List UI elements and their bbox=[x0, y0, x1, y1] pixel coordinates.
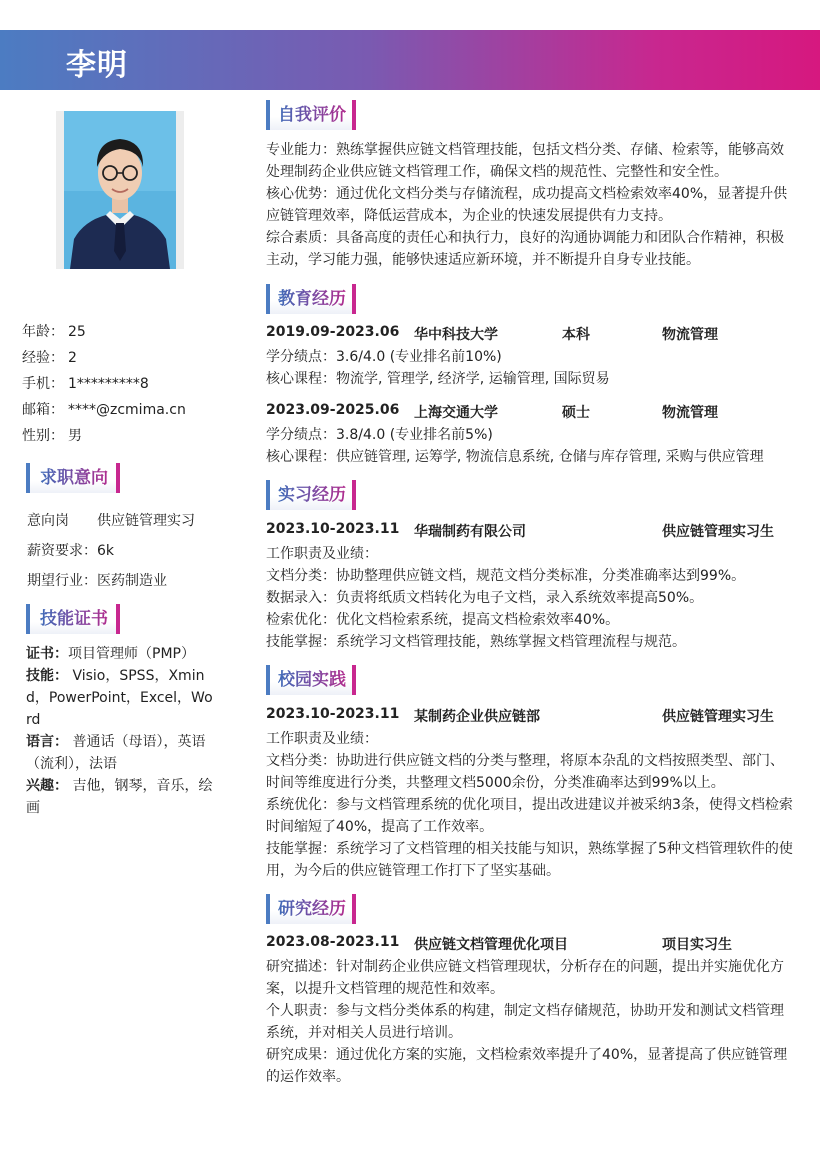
intent-value: 供应链管理实习 bbox=[97, 513, 195, 529]
entry-degree: 硕士 bbox=[562, 405, 590, 421]
info-age bbox=[22, 321, 86, 341]
avatar bbox=[64, 111, 176, 269]
section-title-campus bbox=[266, 665, 356, 695]
skill-value: 项目管理师（PMP） bbox=[68, 646, 195, 662]
internship-body bbox=[266, 543, 796, 653]
section-title-text: 实习经历 bbox=[278, 485, 346, 505]
skill-item bbox=[26, 775, 214, 819]
intent-label: 意向岗 bbox=[27, 513, 69, 529]
skill-label: 证书： bbox=[26, 646, 68, 662]
education-entry-body bbox=[266, 424, 796, 468]
entry-line: 核心课程：物流学, 管理学, 经济学, 运输管理, 国际贸易 bbox=[266, 371, 610, 387]
info-email bbox=[22, 399, 186, 419]
section-title-text: 求职意向 bbox=[40, 468, 108, 488]
entry-line: 技能掌握：系统学习文档管理技能，熟练掌握文档管理流程与规范。 bbox=[266, 634, 686, 650]
skill-label: 技能： bbox=[26, 668, 68, 684]
intent-label: 薪资要求： bbox=[27, 543, 97, 559]
entry-role: 项目实习生 bbox=[662, 937, 732, 953]
section-title-research bbox=[266, 894, 356, 924]
entry-org: 某制药企业供应链部 bbox=[414, 709, 540, 725]
self-eval-paragraph: 核心优势：通过优化文档分类与存储流程，成功提高文档检索效率40%，显著提升供应链管理效率，降低运营成本，为企业的快速发展提供有力支持。 bbox=[266, 186, 788, 224]
internship-header bbox=[266, 521, 796, 541]
entry-line: 数据录入：负责将纸质文档转化为电子文档，录入系统效率提高50%。 bbox=[266, 590, 704, 606]
campus-header bbox=[266, 706, 796, 726]
entry-line: 学分绩点：3.8/4.0 (专业排名前5%) bbox=[266, 427, 493, 443]
self-eval-paragraph: 专业能力：熟练掌握供应链文档管理技能，包括文档分类、存储、检索等，能够高效处理制药企业供应链文档管理工作，确保文档的规范性、完整性和安全性。 bbox=[266, 142, 784, 180]
intent-position bbox=[27, 510, 195, 530]
entry-major: 物流管理 bbox=[662, 327, 718, 343]
skill-label: 语言： bbox=[26, 734, 68, 750]
intent-value: 医药制造业 bbox=[97, 573, 167, 589]
entry-line: 文档分类：协助进行供应链文档的分类与整理，将原本杂乱的文档按照类型、部门、时间等维度进行分类，共整理文档5000余份，分类准确率达到99%以上。 bbox=[266, 753, 784, 791]
info-label: 年龄： bbox=[22, 324, 64, 340]
entry-degree: 本科 bbox=[562, 327, 590, 343]
section-title-text: 自我评价 bbox=[278, 105, 346, 125]
skill-value: 吉他，钢琴，音乐，绘画 bbox=[26, 778, 213, 816]
profile-photo bbox=[56, 111, 184, 269]
header-bar bbox=[0, 30, 820, 90]
entry-line: 研究描述：针对制药企业供应链文档管理现状，分析存在的问题，提出并实施优化方案，以提升文档管理的规范性和效率。 bbox=[266, 959, 784, 997]
education-entry-body bbox=[266, 346, 796, 390]
section-title-education bbox=[266, 284, 356, 314]
skill-value: 普通话（母语），英语（流利），法语 bbox=[26, 734, 206, 772]
education-entry-header bbox=[266, 324, 796, 344]
info-label: 邮箱： bbox=[22, 402, 64, 418]
entry-role: 供应链管理实习生 bbox=[662, 524, 774, 540]
entry-line: 工作职责及业绩： bbox=[266, 546, 378, 562]
campus-body bbox=[266, 728, 796, 882]
candidate-name: 李明 bbox=[66, 48, 128, 83]
info-label: 性别： bbox=[22, 428, 64, 444]
info-value: ****@zcmima.cn bbox=[68, 402, 186, 418]
info-gender bbox=[22, 425, 82, 445]
info-experience bbox=[22, 347, 77, 367]
entry-line: 系统优化：参与文档管理系统的优化项目，提出改进建议并被采纳3条，使得文档检索时间缩短了40%，提高了工作效率。 bbox=[266, 797, 793, 835]
entry-period: 2023.09-2025.06 bbox=[266, 402, 400, 418]
section-title-self-eval bbox=[266, 100, 356, 130]
info-phone bbox=[22, 373, 149, 393]
entry-period: 2023.10-2023.11 bbox=[266, 521, 400, 537]
section-title-text: 教育经历 bbox=[278, 289, 346, 309]
skills-list bbox=[26, 643, 214, 819]
info-label: 经验： bbox=[22, 350, 64, 366]
entry-period: 2023.08-2023.11 bbox=[266, 934, 400, 950]
info-value: 1*********8 bbox=[68, 376, 149, 392]
entry-school: 华中科技大学 bbox=[414, 327, 498, 343]
entry-line: 个人职责：参与文档分类体系的构建，制定文档存储规范，协助开发和测试文档管理系统，并对相关人员进行培训。 bbox=[266, 1003, 784, 1041]
entry-period: 2019.09-2023.06 bbox=[266, 324, 400, 340]
intent-salary bbox=[27, 540, 114, 560]
section-title-job-intent bbox=[26, 463, 120, 493]
section-title-text: 技能证书 bbox=[40, 609, 108, 629]
entry-company: 华瑞制药有限公司 bbox=[414, 524, 526, 540]
entry-project: 供应链文档管理优化项目 bbox=[414, 937, 568, 953]
entry-major: 物流管理 bbox=[662, 405, 718, 421]
skill-item bbox=[26, 665, 214, 731]
section-title-skills bbox=[26, 604, 120, 634]
entry-period: 2023.10-2023.11 bbox=[266, 706, 400, 722]
research-header bbox=[266, 934, 796, 954]
info-label: 手机： bbox=[22, 376, 64, 392]
intent-value: 6k bbox=[97, 543, 115, 559]
skill-item bbox=[26, 643, 214, 665]
research-body bbox=[266, 956, 796, 1088]
entry-line: 检索优化：优化文档检索系统，提高文档检索效率40%。 bbox=[266, 612, 620, 628]
section-title-internship bbox=[266, 480, 356, 510]
entry-role: 供应链管理实习生 bbox=[662, 709, 774, 725]
entry-line: 核心课程：供应链管理, 运筹学, 物流信息系统, 仓储与库存管理, 采购与供应管理 bbox=[266, 449, 764, 465]
info-value: 2 bbox=[68, 350, 77, 366]
section-title-text: 校园实践 bbox=[278, 670, 346, 690]
skill-value: Visio，SPSS，Xmind，PowerPoint，Excel，Word bbox=[26, 668, 213, 728]
skill-item bbox=[26, 731, 214, 775]
section-title-text: 研究经历 bbox=[278, 899, 346, 919]
intent-label: 期望行业： bbox=[27, 573, 97, 589]
info-value: 男 bbox=[68, 428, 82, 444]
intent-industry bbox=[27, 570, 167, 590]
entry-line: 研究成果：通过优化方案的实施，文档检索效率提升了40%，显著提高了供应链管理的运作效率。 bbox=[266, 1047, 788, 1085]
info-value: 25 bbox=[68, 324, 86, 340]
self-eval-paragraph: 综合素质：具备高度的责任心和执行力，良好的沟通协调能力和团队合作精神，积极主动，学习能力强，能够快速适应新环境，并不断提升自身专业技能。 bbox=[266, 230, 784, 268]
entry-line: 学分绩点：3.6/4.0 (专业排名前10%) bbox=[266, 349, 502, 365]
skill-label: 兴趣： bbox=[26, 778, 68, 794]
entry-school: 上海交通大学 bbox=[414, 405, 498, 421]
self-eval-body bbox=[266, 139, 796, 271]
entry-line: 文档分类：协助整理供应链文档，规范文档分类标准，分类准确率达到99%。 bbox=[266, 568, 746, 584]
entry-line: 工作职责及业绩： bbox=[266, 731, 378, 747]
education-entry-header bbox=[266, 402, 796, 422]
entry-line: 技能掌握：系统学习了文档管理的相关技能与知识，熟练掌握了5种文档管理软件的使用，为今后的供应链管理工作打下了坚实基础。 bbox=[266, 841, 793, 879]
